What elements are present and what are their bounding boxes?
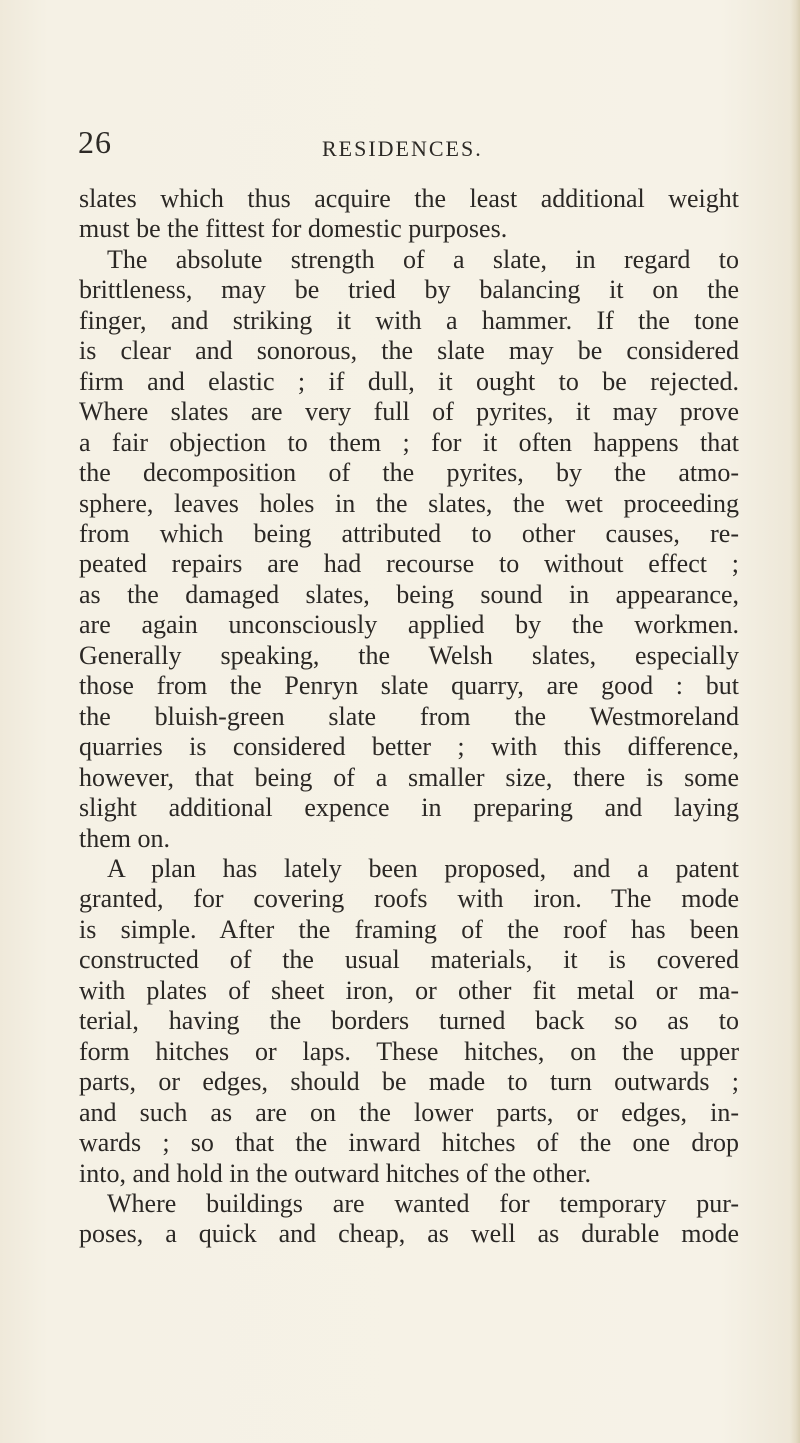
- text-line: with plates of sheet iron, or other fit metal or ma-: [79, 975, 739, 1005]
- text-line: from which being attributed to other causes, re-: [79, 518, 739, 548]
- text-line: sphere, leaves holes in the slates, the wet proceeding: [79, 488, 739, 518]
- text-line: slates which thus acquire the least additional weight: [79, 184, 739, 213]
- text-line: is clear and sonorous, the slate may be considered: [79, 336, 739, 366]
- text-line: wards ; so that the inward hitches of the one drop: [79, 1128, 739, 1158]
- text-line: poses, a quick and cheap, as well as durable mode: [79, 1219, 739, 1249]
- text-line: the bluish-green slate from the Westmoreland: [79, 701, 739, 731]
- body-text: [79, 184, 739, 1250]
- text-line: them on.: [79, 823, 170, 853]
- text-line: firm and elastic ; if dull, it ought to be rejected.: [79, 366, 739, 396]
- text-line: The absolute strength of a slate, in regard to: [107, 244, 739, 274]
- text-line: those from the Penryn slate quarry, are good : but: [79, 671, 739, 701]
- text-line: the decomposition of the pyrites, by the atmo-: [79, 458, 739, 488]
- text-line: Generally speaking, the Welsh slates, especially: [79, 640, 739, 670]
- text-line: granted, for covering roofs with iron. The mode: [79, 884, 739, 914]
- running-head: RESIDENCES.: [322, 136, 483, 161]
- text-line: form hitches or laps. These hitches, on the upper: [79, 1036, 739, 1066]
- text-line: however, that being of a smaller size, there is some: [79, 762, 739, 792]
- page-edge-shadow: [790, 0, 800, 1443]
- text-line: a fair objection to them ; for it often happens that: [79, 427, 739, 457]
- text-line: quarries is considered better ; with this difference,: [79, 732, 739, 762]
- text-line: constructed of the usual materials, it is covered: [79, 945, 739, 975]
- text-line: are again unconsciously applied by the workmen.: [79, 610, 739, 640]
- text-line: parts, or edges, should be made to turn outwards ;: [79, 1067, 739, 1097]
- text-line: slight additional expence in preparing and laying: [79, 793, 739, 823]
- text-line: and such as are on the lower parts, or edges, in-: [79, 1097, 739, 1127]
- page-number: 26: [78, 124, 112, 160]
- text-line: A plan has lately been proposed, and a patent: [107, 853, 739, 883]
- text-line: must be the fittest for domestic purposes.: [79, 214, 508, 244]
- text-line: peated repairs are had recourse to without effect ;: [79, 549, 739, 579]
- text-line: as the damaged slates, being sound in appearance,: [79, 579, 739, 609]
- text-line: into, and hold in the outward hitches of the other.: [79, 1158, 591, 1188]
- text-line: Where slates are very full of pyrites, it may prove: [79, 397, 739, 427]
- text-line: brittleness, may be tried by balancing it on the: [79, 275, 739, 305]
- text-line: terial, having the borders turned back so as to: [79, 1006, 739, 1036]
- text-line: Where buildings are wanted for temporary pur-: [107, 1188, 739, 1218]
- text-line: is simple. After the framing of the roof has been: [79, 914, 739, 944]
- text-line: finger, and striking it with a hammer. If the tone: [79, 305, 739, 335]
